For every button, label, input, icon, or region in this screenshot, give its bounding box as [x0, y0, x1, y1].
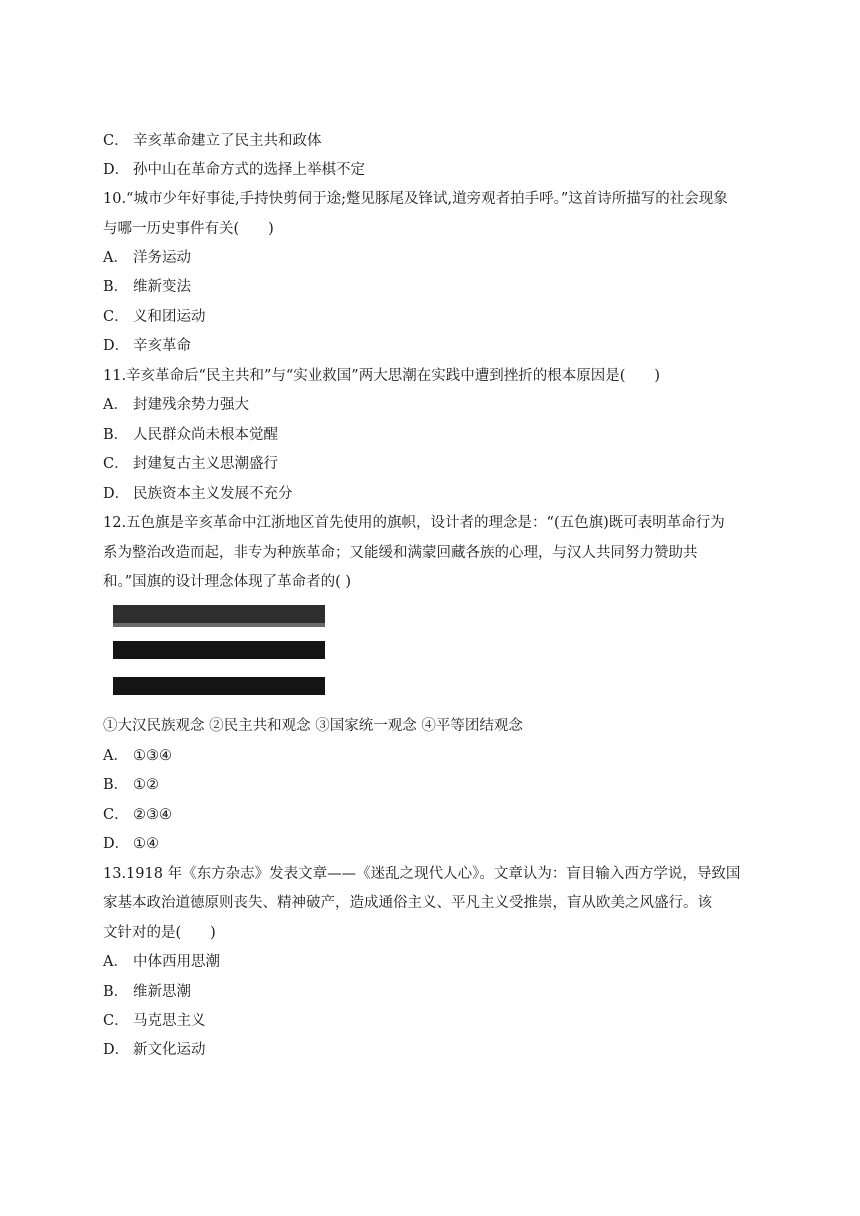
q10-option-c: C． 义和团运动 [103, 309, 206, 325]
q11-option-c: C． 封建复古主义思潮盛行 [103, 456, 278, 472]
q12-option-d: D． ①④ [103, 836, 159, 852]
q13-option-d: D． 新文化运动 [103, 1042, 206, 1058]
q11-option-a: A． 封建残余势力强大 [103, 397, 249, 413]
q13-stem-line3: 文针对的是( ) [103, 925, 216, 941]
flag-stripe-1 [113, 605, 325, 623]
q12-statements: ①大汉民族观念 ②民主共和观念 ③国家统一观念 ④平等团结观念 [103, 718, 523, 734]
q12-option-b: B． ①② [103, 777, 159, 793]
q10-stem-line2: 与哪一历史事件有关( ) [103, 221, 274, 237]
q10-option-d: D． 辛亥革命 [103, 338, 191, 354]
q11-option-d: D． 民族资本主义发展不充分 [103, 486, 293, 502]
q13-stem-line2: 家基本政治道德原则丧失、精神破产，造成通俗主义、平凡主义受推崇，盲从欧美之风盛行。该 [103, 895, 712, 911]
q9-option-d: D． 孙中山在革命方式的选择上举棋不定 [103, 162, 365, 178]
q12-stem-line3: 和。”国旗的设计理念体现了革命者的( ) [103, 574, 352, 590]
q12-option-a: A． ①③④ [103, 748, 172, 764]
q11-option-b: B． 人民群众尚未根本觉醒 [103, 427, 278, 443]
five-color-flag-image [113, 605, 325, 695]
q10-option-a: A． 洋务运动 [103, 250, 191, 266]
q10-option-b: B． 维新变法 [103, 279, 191, 295]
flag-stripe-3 [113, 641, 325, 659]
q10-stem-line1: 10.“城市少年好事徒,手持快剪伺于途;蹩见豚尾及锋试,道旁观者拍手呼。”这首诗所描写的社会现象 [103, 191, 728, 207]
q13-stem-line1: 13.1918 年《东方杂志》发表文章——《迷乱之现代人心》。文章认为：盲目输入西方学说，导致国 [103, 866, 741, 882]
flag-stripe-1-edge [113, 623, 325, 627]
q11-stem: 11.辛亥革命后“民主共和”与“实业救国”两大思潮在实践中遭到挫折的根本原因是( ) [103, 368, 661, 384]
q12-stem-line2: 系为整治改造而起，非专为种族革命；又能缓和满蒙回藏各族的心理，与汉人共同努力赞助共 [103, 545, 698, 561]
q9-option-c: C． 辛亥革命建立了民主共和政体 [103, 133, 322, 149]
q13-option-a: A． 中体西用思潮 [103, 954, 220, 970]
flag-stripe-5 [113, 677, 325, 695]
q12-option-c: C． ②③④ [103, 807, 172, 823]
q12-stem-line1: 12.五色旗是辛亥革命中江浙地区首先使用的旗帜，设计者的理念是：“(五色旗)既可表明革命行为 [103, 515, 725, 531]
q13-option-c: C． 马克思主义 [103, 1013, 206, 1029]
q13-option-b: B． 维新思潮 [103, 984, 191, 1000]
